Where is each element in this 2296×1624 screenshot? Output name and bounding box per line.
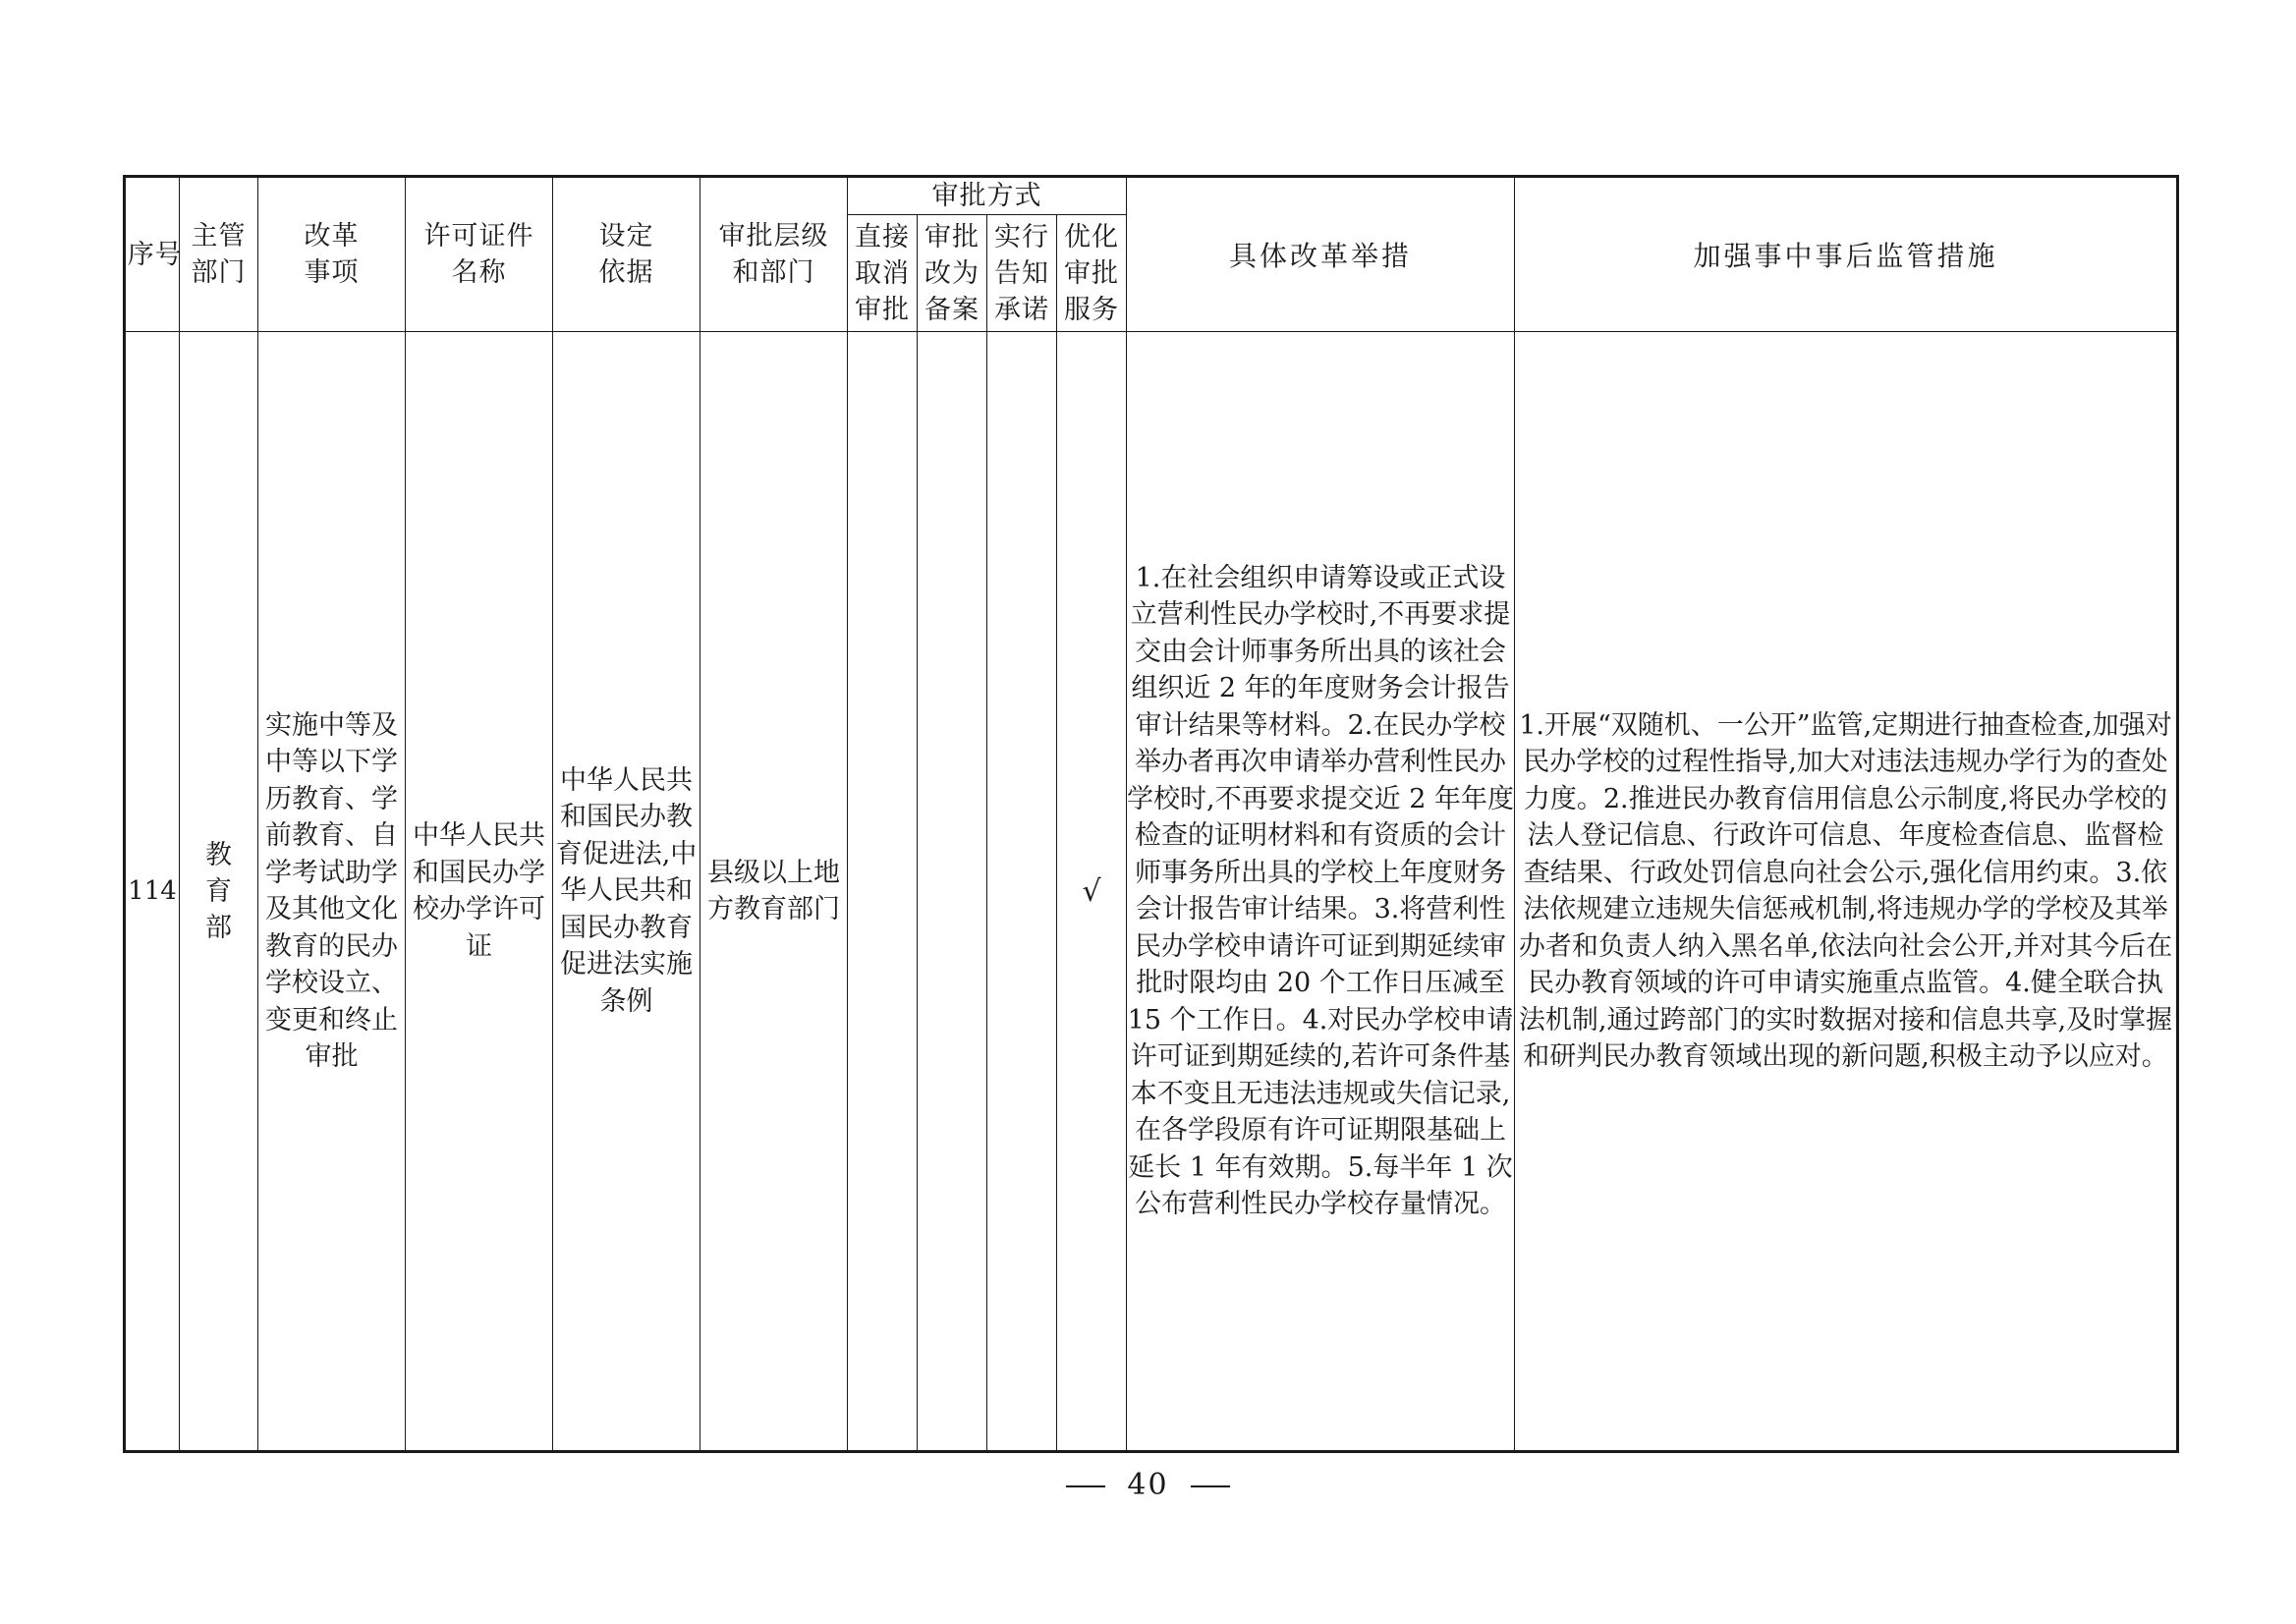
header-supervision: 加强事中事后监管措施 [1515, 177, 2178, 332]
page-dash-right [1191, 1485, 1230, 1487]
table-row [125, 332, 2178, 1452]
header-item: 改革事项 [258, 177, 406, 332]
header-dept: 主管部门 [180, 177, 258, 332]
header-level: 审批层级和部门 [700, 177, 848, 332]
header-approval-group: 审批方式 [848, 177, 1127, 215]
cell-level: 县级以上地方教育部门 [700, 332, 848, 1452]
cell-seq: 114 [125, 332, 180, 1452]
cell-basis: 中华人民共和国民办教育促进法,中华人民共和国民办教育促进法实施条例 [553, 332, 700, 1452]
cell-measures: 1.在社会组织申请筹设或正式设立营利性民办学校时,不再要求提交由会计师事务所出具的该社会组织近 2 年的年度财务会计报告审计结果等材料。2.在民办学校举办者再次申请举办营利性民办学校时,不再要求提交近 2 年年度检查的证明材料和有资质的会计师事务所出具的学校上年度财务会计报告审计结果。3.将营利性民办学校申请许可证到期延续审批时限均由 20 个工作日压减至 15 个工作日。4.对民办学校申请许可证到期延续的,若许可条件基本不变且无违法违规或失信记录,在各学段原有许可证期限基础上延长 1 年有效期。5.每半年 1 次公布营利性民办学校存量情况。 [1127, 332, 1515, 1452]
header-license: 许可证件名称 [406, 177, 553, 332]
reform-table [123, 175, 2179, 1453]
cell-item: 实施中等及中等以下学历教育、学前教育、自学考试助学及其他文化教育的民办学校设立、变更和终止审批 [258, 332, 406, 1452]
cell-to-filing [918, 332, 987, 1452]
header-optimize-service: 优化审批服务 [1057, 215, 1127, 332]
header-to-filing: 审批改为备案 [918, 215, 987, 332]
header-direct-cancel: 直接取消审批 [848, 215, 918, 332]
header-basis: 设定依据 [553, 177, 700, 332]
cell-optimize-service-check: √ [1057, 332, 1127, 1452]
cell-license: 中华人民共和国民办学校办学许可证 [406, 332, 553, 1452]
page-dash-left [1066, 1485, 1105, 1487]
cell-dept: 教育部 [180, 332, 258, 1452]
header-seq: 序号 [125, 177, 180, 332]
page-number-value: 40 [1127, 1468, 1169, 1502]
cell-notify-commit [987, 332, 1057, 1452]
cell-direct-cancel [848, 332, 918, 1452]
cell-supervision: 1.开展“双随机、一公开”监管,定期进行抽查检查,加强对民办学校的过程性指导,加大对违法违规办学行为的查处力度。2.推进民办教育信用信息公示制度,将民办学校的法人登记信息、行政许可信息、年度检查信息、监督检查结果、行政处罚信息向社会公示,强化信用约束。3.依法依规建立违规失信惩戒机制,将违规办学的学校及其举办者和负责人纳入黑名单,依法向社会公开,并对其今后在民办教育领域的许可申请实施重点监管。4.健全联合执法机制,通过跨部门的实时数据对接和信息共享,及时掌握和研判民办教育领域出现的新问题,积极主动予以应对。 [1515, 332, 2178, 1452]
header-notify-commit: 实行告知承诺 [987, 215, 1057, 332]
header-measures: 具体改革举措 [1127, 177, 1515, 332]
page-number [0, 1468, 2296, 1502]
